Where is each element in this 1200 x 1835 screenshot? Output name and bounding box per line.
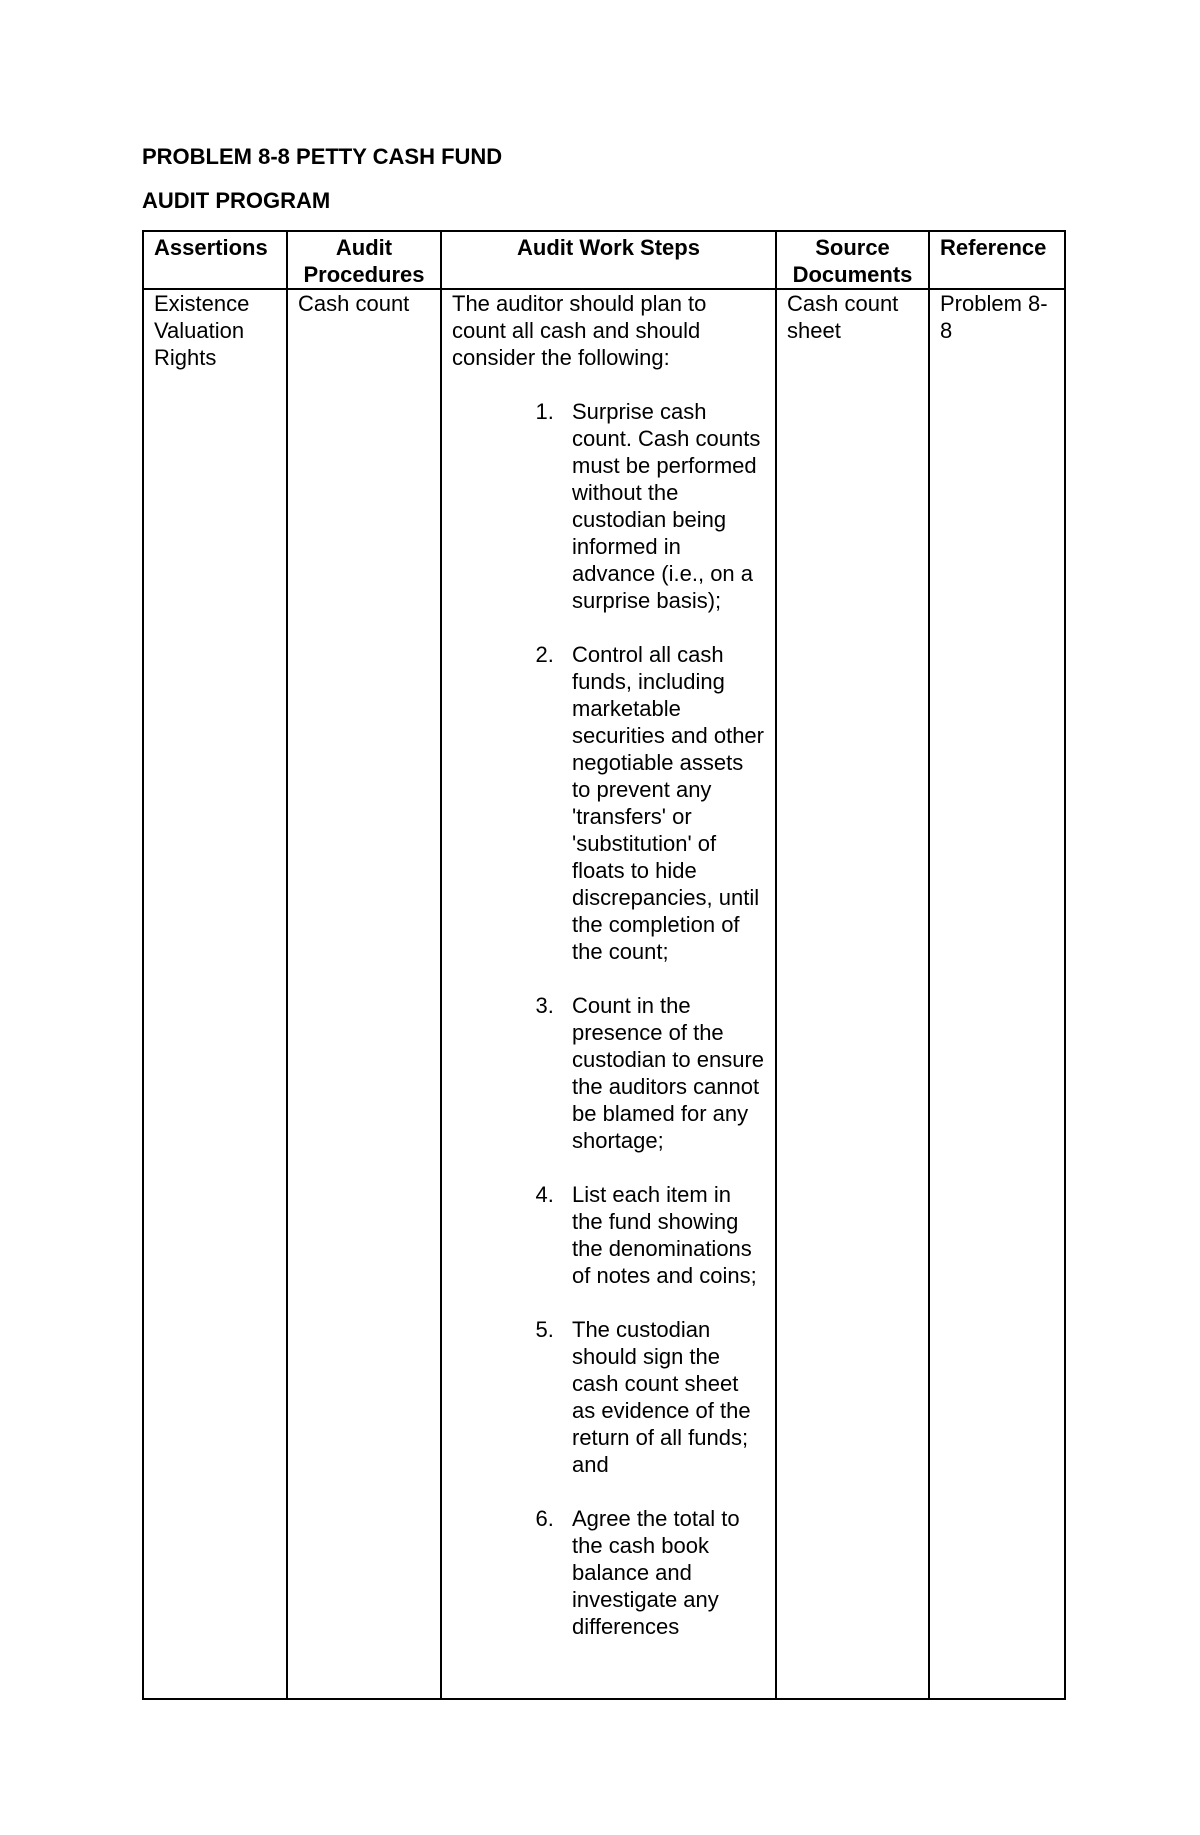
work-steps-intro: The auditor should plan to count all cash and should consider the following: (452, 291, 707, 370)
audit-program-table (142, 230, 1066, 1700)
table-row (143, 289, 1065, 1699)
assertion-valuation: Valuation (154, 318, 245, 343)
list-item: 4. List each item in the fund showing the denominations of notes and coins; (560, 1181, 765, 1289)
header-audit-work-steps: Audit Work Steps (441, 231, 776, 289)
audit-work-steps-cell (441, 289, 776, 1699)
list-item: 2. Control all cash funds, including marketable securities and other negotiable assets to prevent any 'transfers' or 'substitution' of floats to hide discrepancies, until the completion of the count; (560, 641, 765, 965)
work-steps-list (452, 398, 765, 1640)
table-header-row (143, 231, 1065, 289)
header-audit-procedures: Audit Procedures (287, 231, 441, 289)
audit-procedure-cell: Cash count (287, 289, 441, 1699)
assertion-existence: Existence (154, 291, 250, 316)
header-reference: Reference (929, 231, 1065, 289)
list-item: 6. Agree the total to the cash book balance and investigate any differences (560, 1505, 765, 1640)
assertion-rights: Rights (154, 345, 217, 370)
source-document-cell: Cash count sheet (776, 289, 929, 1699)
header-assertions: Assertions (143, 231, 287, 289)
reference-cell: Problem 8-8 (929, 289, 1065, 1699)
list-item: 1. Surprise cash count. Cash counts must be performed without the custodian being informed in advance (i.e., on a surprise basis); (560, 398, 765, 614)
document-title: PROBLEM 8-8 PETTY CASH FUND (142, 144, 503, 169)
list-item: 3. Count in the presence of the custodian to ensure the auditors cannot be blamed for any shortage; (560, 992, 765, 1154)
header-source-documents: Source Documents (776, 231, 929, 289)
assertions-cell (143, 289, 287, 1699)
document-subtitle: AUDIT PROGRAM (142, 188, 331, 213)
list-item: 5. The custodian should sign the cash count sheet as evidence of the return of all funds; and (560, 1316, 765, 1478)
